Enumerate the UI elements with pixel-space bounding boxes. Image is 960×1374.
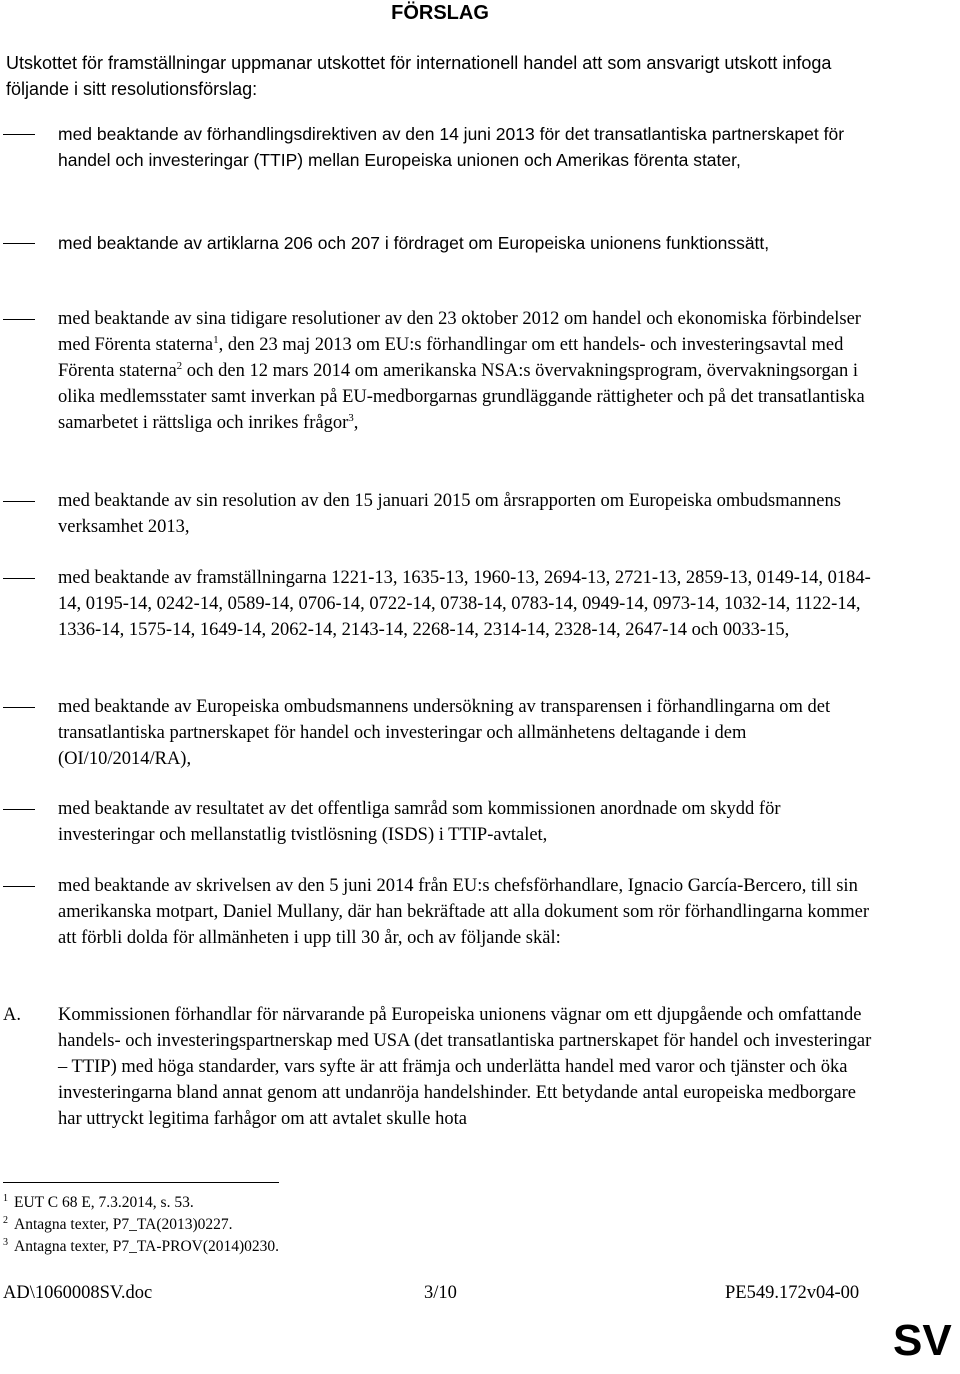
footnote: $^3$ Antagna texter, P7_TA-PROV(2014)0230. — [3, 1237, 280, 1255]
footnote-ref: 2 — [176, 360, 183, 372]
footnotes — [3, 1192, 603, 1258]
citation-text: med beaktande av skrivelsen av den 5 juni 2014 från EU:s chefsförhandlare, Ignacio García-Bercero, till sin amerikanska motpart, Daniel Mullany, där han bekräftade att alla dokument som rör förhandlingarna kommer att förbli dolda för allmänheten i upp till 30 år, och av följande skäl: — [58, 876, 869, 948]
recital-letter: A. — [3, 1005, 21, 1025]
citation-item — [0, 121, 880, 173]
citation-item — [0, 796, 880, 848]
citation-text: med beaktande av förhandlingsdirektiven av den 14 juni 2013 för det transatlantiska partnerskapet för handel och investeringar (TTIP) mellan Europeiska unionen och Amerikas förenta stater, — [58, 124, 845, 170]
citation-text: med beaktande av sina tidigare resolutioner av den 23 oktober 2012 om handel och ekonomiska förbindelser med Förenta staterna$^1$, den 23 maj 2013 om EU:s förhandlingar om ett handels- och investeringsavtal med Förenta staterna$^2$ och den 12 mars 2014 om amerikanska NSA:s övervakningsprogram, övervakningsorgan i olika medlemsstater samt inverkan på EU-medborgarnas grundläggande rättigheter och på det transatlantiska samarbetet i rättsliga och inrikes frågor$^3$, — [58, 309, 865, 433]
document-reference: PE549.172v04-00 — [725, 1283, 860, 1303]
page-footer — [3, 1283, 883, 1309]
citation-text: med beaktande av Europeiska ombudsmannens undersökning av transparensen i förhandlingarna om det transatlantiska partnerskapet för handel och investeringar och allmänhetens deltagande i dem (OI/10/2014/RA), — [58, 697, 831, 769]
dash-bullet — [3, 243, 35, 244]
footnote-ref: 3 — [348, 412, 354, 424]
citation-item — [0, 488, 880, 540]
citation-item — [0, 873, 880, 951]
footnote-ref: 1 — [213, 334, 219, 346]
recital-text: Kommissionen förhandlar för närvarande på Europeiska unionens vägnar om ett djupgående och omfattande handels- och investeringspartnerskap med USA (det transatlantiska partnerskapet för handel och investeringar – TTIP) med höga standarder, vars syfte är att främja och underlätta handel med varor och tjänster och öka investeringarna bland annat genom att undanröja handelshinder. Ett betydande antal europeiska medborgare har uttryckt legitima farhågor om att avtalet skulle hota — [58, 1005, 872, 1129]
citation-text: med beaktande av artiklarna 206 och 207 i fördraget om Europeiska unionens funktionssätt, — [58, 233, 770, 253]
dash-bullet — [3, 809, 35, 810]
intro-paragraph: Utskottet för framställningar uppmanar utskottet för internationell handel att som ansvarigt utskott infoga följande i sitt resolutionsförslag: — [6, 53, 832, 99]
dash-bullet — [3, 886, 35, 887]
citation-item — [0, 306, 880, 436]
citation-item — [0, 694, 880, 772]
page-number: 3/10 — [424, 1283, 457, 1303]
citation-text: med beaktande av resultatet av det offentliga samråd som kommissionen anordnade om skydd för investeringar och mellanstatlig tvistlösning (ISDS) i TTIP-avtalet, — [58, 799, 781, 845]
dash-bullet — [3, 501, 35, 502]
dash-bullet — [3, 319, 35, 320]
footnote: $^1$ EUT C 68 E, 7.3.2014, s. 53. — [3, 1193, 194, 1211]
footnote-separator — [3, 1182, 279, 1183]
citation-item — [0, 230, 880, 256]
footnote: $^2$ Antagna texter, P7_TA(2013)0227. — [3, 1215, 233, 1233]
dash-bullet — [3, 578, 35, 579]
recital-item — [0, 1002, 880, 1132]
document-filename: AD\1060008SV.doc — [3, 1283, 153, 1303]
citation-text: med beaktande av sin resolution av den 15 januari 2015 om årsrapporten om Europeiska ombudsmannens verksamhet 2013, — [58, 491, 841, 537]
language-code: SV — [893, 1316, 952, 1365]
dash-bullet — [3, 134, 35, 135]
dash-bullet — [3, 707, 35, 708]
citation-text: med beaktande av framställningarna 1221-13, 1635-13, 1960-13, 2694-13, 2721-13, 2859-13, 0149-14, 0184-14, 0195-14, 0242-14, 0589-14, 0706-14, 0722-14, 0738-14, 0783-14, 0949-14, 0973-14, 1032-14, 1122-14, 1336-14, 1575-14, 1649-14, 2062-14, 2143-14, 2268-14, 2314-14, 2328-14, 2647-14 och 0033-15, — [58, 568, 871, 640]
document-heading: FÖRSLAG — [391, 2, 489, 24]
citation-item — [0, 565, 880, 643]
